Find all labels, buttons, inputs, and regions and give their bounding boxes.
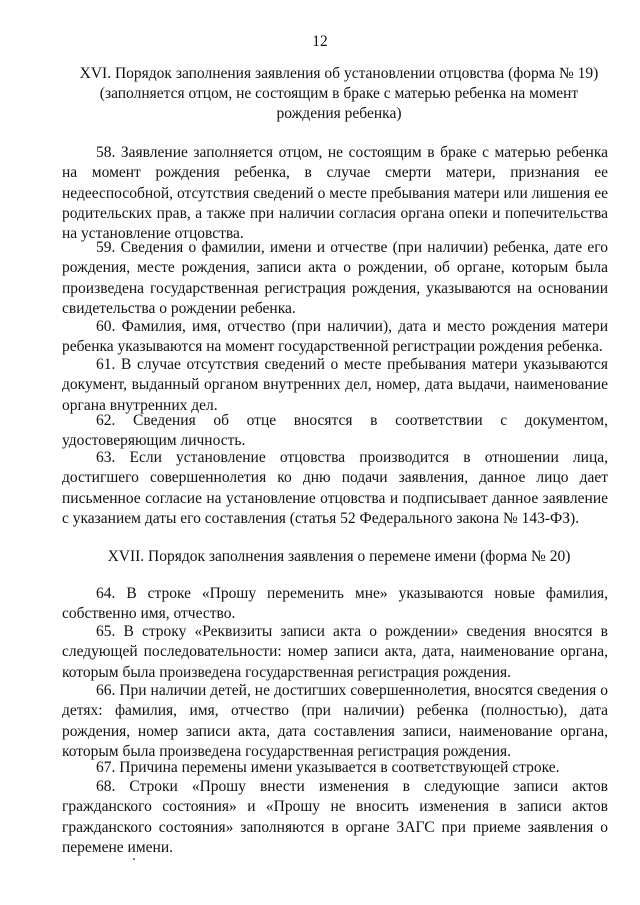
section-heading-name-change: XVII. Порядок заполнения заявления о перемене имени (форма № 20) (107, 548, 571, 565)
paragraph-68: 68. Строки «Прошу внести изменения в следующие записи актов гражданского состояния» и «Прошу не вносить изменения в записи актов гражданского состояния» заполняются в органе ЗАГС при приеме заявления о перемене имени. (62, 778, 608, 856)
paragraph-59: 59. Сведения о фамилии, имени и отчестве (при наличии) ребенка, дате его рождения, месте рождения, записи акта о рождении, об органе, которым была произведена государственная регистрация рождения, указываются на основании свидетельства о рождении ребенка. (62, 239, 608, 317)
section-heading-paternity: XVI. Порядок заполнения заявления об установлении отцовства (форма № 19) (заполняется отцом, не состоящим в браке с матерью ребенка на момент рождения ребенка) (79, 65, 599, 122)
paragraph-62: 62. Сведения об отце вносятся в соответствии с документом, удостоверяющим личность. (62, 412, 608, 450)
paragraph-66: 66. При наличии детей, не достигших совершеннолетия, вносятся сведения о детях: фамилия, имя, отчество (при наличии) ребенка (полностью), дата рождения, номер записи акта, дата составления записи, наименование органа, которым была произведена государственная регистрация рождения. (62, 682, 608, 760)
scan-speck (133, 858, 135, 860)
paragraph-60: 60. Фамилия, имя, отчество (при наличии), дата и место рождения матери ребенка указываются на момент государственной регистрации рождения ребенка. (62, 318, 608, 356)
paragraph-65: 65. В строку «Реквизиты записи акта о рождении» сведения вносятся в следующей последовательности: номер записи акта, дата, наименование органа, которым была произведена государственная регистрация рождения. (62, 623, 608, 681)
paragraph-64: 64. В строке «Прошу переменить мне» указываются новые фамилия, собственно имя, отчество. (62, 585, 608, 623)
paragraph-58: 58. Заявление заполняется отцом, не состоящим в браке с матерью ребенка на момент рождения ребенка, в случае смерти матери, признания ее недееспособной, отсутствия сведений о месте пребывания матери или лишения ее родительских прав, а также при наличии согласия органа опеки и попечительства на установление отцовства. (62, 144, 608, 243)
paragraph-61: 61. В случае отсутствия сведений о месте пребывания матери указываются документ, выданный органом внутренних дел, номер, дата выдачи, наименование органа внутренних дел. (62, 356, 608, 414)
paragraph-63: 63. Если установление отцовства производится в отношении лица, достигшего совершеннолетия ко дню подачи заявления, данное лицо дает письменное согласие на установление отцовства и подписывает данное заявление с указанием даты его составления (статья 52 Федерального закона № 143-ФЗ). (62, 449, 608, 527)
paragraph-67: 67. Причина перемены имени указывается в соответствующей строке. (96, 759, 560, 776)
page-number: 12 (312, 33, 328, 50)
